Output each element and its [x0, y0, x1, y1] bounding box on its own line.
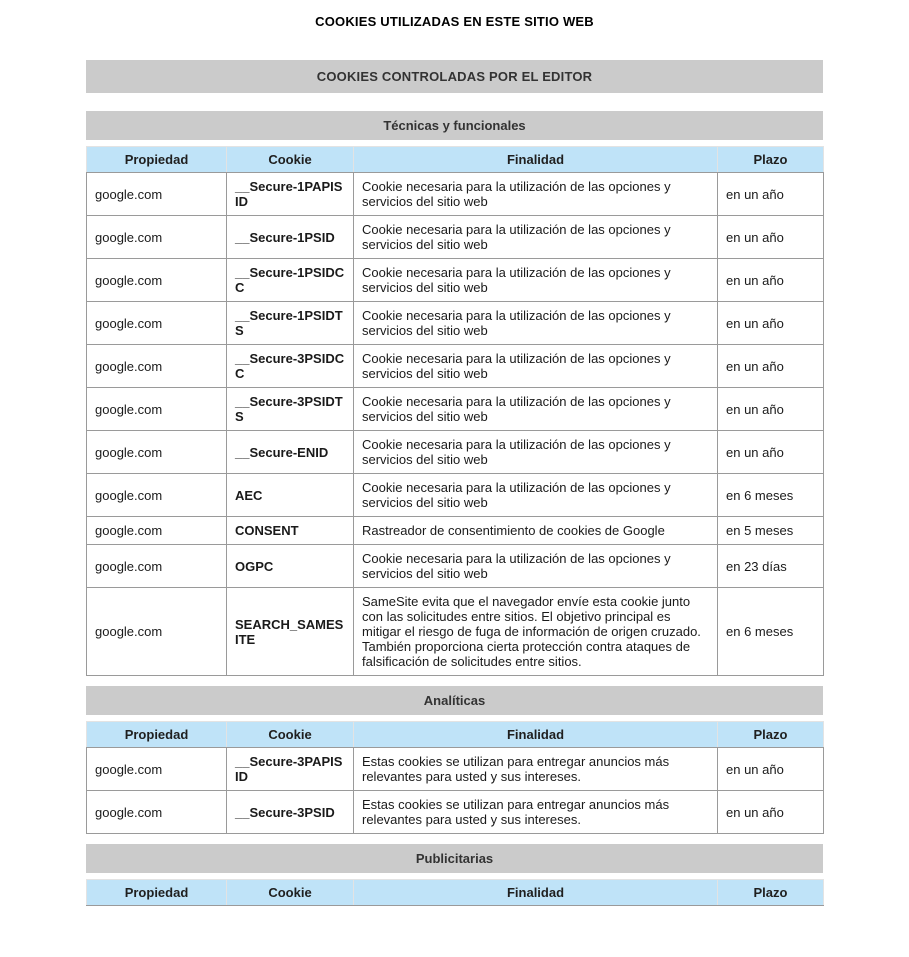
- cell-propiedad: google.com: [87, 517, 227, 545]
- cell-cookie: __Secure-3PSIDTS: [227, 388, 354, 431]
- table-row: [87, 474, 824, 517]
- cell-plazo: en un año: [718, 259, 824, 302]
- cookie-table: [86, 146, 824, 676]
- table-row: [87, 588, 824, 676]
- cell-cookie: __Secure-1PAPISID: [227, 173, 354, 216]
- table-row: [87, 173, 824, 216]
- page-content: [86, 0, 823, 906]
- column-header: Plazo: [718, 722, 824, 748]
- cell-cookie: __Secure-ENID: [227, 431, 354, 474]
- cookie-table: [86, 879, 824, 906]
- cookie-section: [86, 111, 823, 676]
- table-header-row: [87, 722, 824, 748]
- cell-propiedad: google.com: [87, 748, 227, 791]
- cell-finalidad: SameSite evita que el navegador envíe esta cookie junto con las solicitudes entre sitios. El objetivo principal es mitigar el riesgo de fuga de información de origen cruzado. También proporciona cierta protección contra ataques de falsificación de solicitudes entre sitios.: [354, 588, 718, 676]
- cell-plazo: en 6 meses: [718, 474, 824, 517]
- cell-finalidad: Estas cookies se utilizan para entregar anuncios más relevantes para usted y sus intereses.: [354, 791, 718, 834]
- cell-cookie: __Secure-3PAPISID: [227, 748, 354, 791]
- cell-propiedad: google.com: [87, 259, 227, 302]
- cell-plazo: en 6 meses: [718, 588, 824, 676]
- cell-plazo: en un año: [718, 431, 824, 474]
- cell-cookie: __Secure-1PSIDTS: [227, 302, 354, 345]
- cell-propiedad: google.com: [87, 173, 227, 216]
- cell-propiedad: google.com: [87, 216, 227, 259]
- cell-plazo: en un año: [718, 748, 824, 791]
- cell-propiedad: google.com: [87, 431, 227, 474]
- cell-plazo: en un año: [718, 302, 824, 345]
- cell-propiedad: google.com: [87, 345, 227, 388]
- cell-propiedad: google.com: [87, 388, 227, 431]
- cell-cookie: OGPC: [227, 545, 354, 588]
- cell-cookie: __Secure-3PSID: [227, 791, 354, 834]
- cell-cookie: AEC: [227, 474, 354, 517]
- cell-cookie: __Secure-1PSIDCC: [227, 259, 354, 302]
- cell-finalidad: Cookie necesaria para la utilización de las opciones y servicios del sitio web: [354, 173, 718, 216]
- table-row: [87, 216, 824, 259]
- table-row: [87, 748, 824, 791]
- cell-plazo: en un año: [718, 173, 824, 216]
- cell-cookie: __Secure-1PSID: [227, 216, 354, 259]
- cell-finalidad: Cookie necesaria para la utilización de las opciones y servicios del sitio web: [354, 431, 718, 474]
- sections: [86, 111, 823, 906]
- cell-propiedad: google.com: [87, 545, 227, 588]
- table-header-row: [87, 880, 824, 906]
- cookie-section: [86, 686, 823, 834]
- cell-finalidad: Estas cookies se utilizan para entregar anuncios más relevantes para usted y sus intereses.: [354, 748, 718, 791]
- cell-plazo: en un año: [718, 216, 824, 259]
- editor-banner: COOKIES CONTROLADAS POR EL EDITOR: [86, 60, 823, 93]
- column-header: Cookie: [227, 147, 354, 173]
- cell-finalidad: Cookie necesaria para la utilización de las opciones y servicios del sitio web: [354, 545, 718, 588]
- column-header: Propiedad: [87, 880, 227, 906]
- cookie-table: [86, 721, 824, 834]
- column-header: Plazo: [718, 880, 824, 906]
- cell-plazo: en 23 días: [718, 545, 824, 588]
- column-header: Finalidad: [354, 880, 718, 906]
- table-row: [87, 345, 824, 388]
- cell-propiedad: google.com: [87, 791, 227, 834]
- column-header: Cookie: [227, 722, 354, 748]
- cell-plazo: en un año: [718, 345, 824, 388]
- cell-finalidad: Cookie necesaria para la utilización de las opciones y servicios del sitio web: [354, 345, 718, 388]
- column-header: Finalidad: [354, 147, 718, 173]
- cookie-section: [86, 844, 823, 906]
- cell-finalidad: Cookie necesaria para la utilización de las opciones y servicios del sitio web: [354, 302, 718, 345]
- cell-plazo: en un año: [718, 791, 824, 834]
- cell-propiedad: google.com: [87, 474, 227, 517]
- cell-propiedad: google.com: [87, 588, 227, 676]
- column-header: Finalidad: [354, 722, 718, 748]
- cell-finalidad: Cookie necesaria para la utilización de las opciones y servicios del sitio web: [354, 474, 718, 517]
- cell-cookie: __Secure-3PSIDCC: [227, 345, 354, 388]
- column-header: Plazo: [718, 147, 824, 173]
- cell-plazo: en un año: [718, 388, 824, 431]
- cell-propiedad: google.com: [87, 302, 227, 345]
- section-banner: Publicitarias: [86, 844, 823, 873]
- table-row: [87, 517, 824, 545]
- table-row: [87, 302, 824, 345]
- table-row: [87, 259, 824, 302]
- column-header: Propiedad: [87, 147, 227, 173]
- cell-finalidad: Cookie necesaria para la utilización de las opciones y servicios del sitio web: [354, 259, 718, 302]
- column-header: Propiedad: [87, 722, 227, 748]
- column-header: Cookie: [227, 880, 354, 906]
- cell-cookie: SEARCH_SAMESITE: [227, 588, 354, 676]
- table-header-row: [87, 147, 824, 173]
- table-row: [87, 791, 824, 834]
- table-row: [87, 431, 824, 474]
- table-row: [87, 388, 824, 431]
- page-title: COOKIES UTILIZADAS EN ESTE SITIO WEB: [315, 14, 594, 29]
- cell-finalidad: Cookie necesaria para la utilización de las opciones y servicios del sitio web: [354, 388, 718, 431]
- cell-finalidad: Cookie necesaria para la utilización de las opciones y servicios del sitio web: [354, 216, 718, 259]
- table-row: [87, 545, 824, 588]
- cell-plazo: en 5 meses: [718, 517, 824, 545]
- cell-cookie: CONSENT: [227, 517, 354, 545]
- cell-finalidad: Rastreador de consentimiento de cookies de Google: [354, 517, 718, 545]
- section-banner: Técnicas y funcionales: [86, 111, 823, 140]
- section-banner: Analíticas: [86, 686, 823, 715]
